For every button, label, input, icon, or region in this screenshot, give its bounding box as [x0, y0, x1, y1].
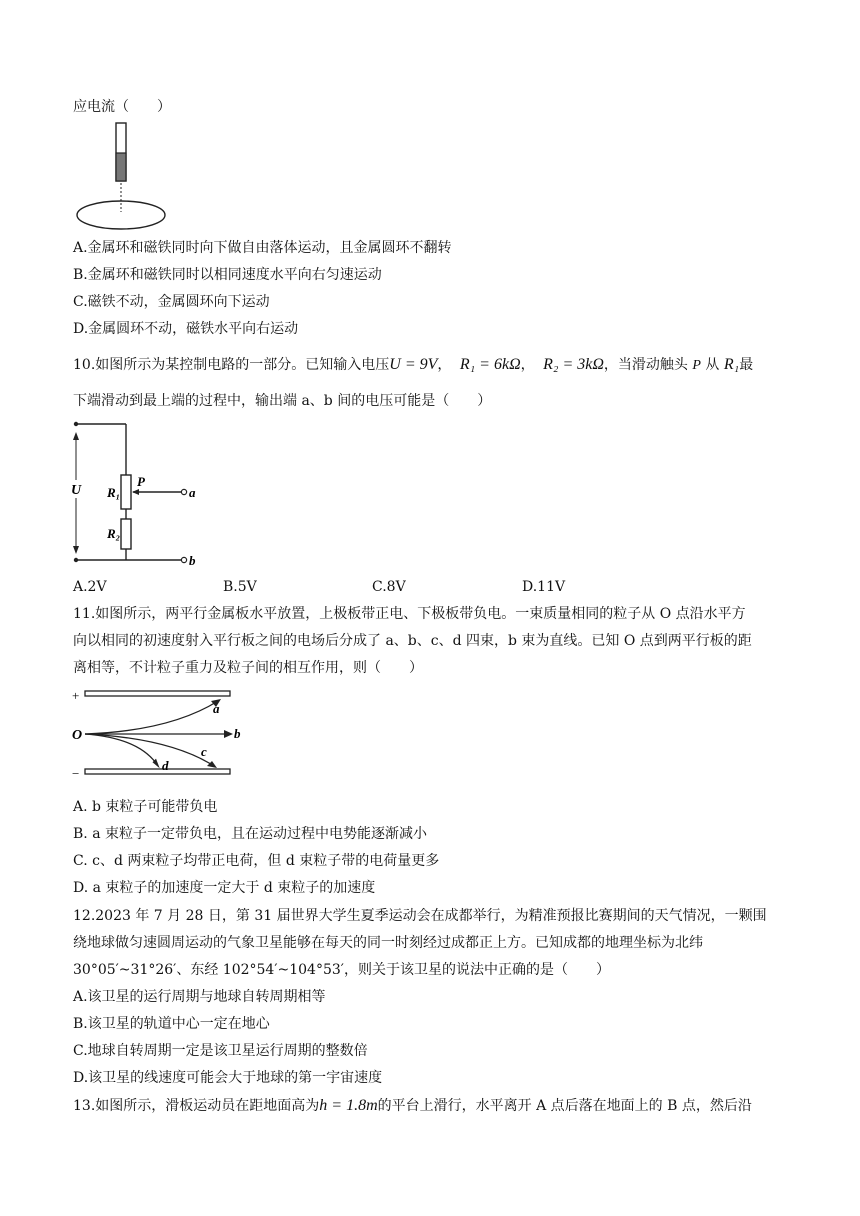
label-r1: R₁	[107, 485, 121, 500]
q12-option-d: D.该卫星的线速度可能会大于地球的第一宇宙速度	[73, 1070, 383, 1086]
q10-stem-part2: ，当滑动触头	[603, 357, 688, 373]
label-beam-d: d	[162, 758, 169, 773]
magnet-ring-figure	[73, 120, 173, 232]
q10-option-b: B.5V	[223, 579, 257, 595]
q9-option-c: C.磁铁不动，金属圆环向下运动	[73, 294, 270, 310]
metal-ring	[77, 201, 165, 229]
q11-stem-line1: 11.如图所示，两平行金属板水平放置，上极板带正电、下极板带负电。一束质量相同的粒子从 O 点沿水平方	[73, 606, 746, 622]
q10-option-d: D.11V	[522, 579, 566, 595]
q12-stem-line2: 绕地球做匀速圆周运动的气象卫星能够在每天的同一时刻经过成都正上方。已知成都的地理坐标为北纬	[73, 935, 703, 951]
label-beam-b: b	[234, 726, 241, 741]
label-r2: R₂	[107, 526, 121, 541]
q9-tail: 应电流（ ）	[73, 99, 171, 115]
q11-stem-line2: 向以相同的初速度射入平行板之间的电场后分成了 a、b、c、d 四束，b 束为直线。已知 O 点到两平行板的距	[73, 633, 752, 649]
q10-stem-part3: 从	[705, 357, 720, 373]
label-u: U	[71, 483, 82, 498]
beam-d	[85, 734, 158, 766]
slider-p-arrow	[132, 489, 139, 495]
q13-height-eq: h = 1.8m	[319, 1097, 378, 1114]
q9-option-d: D.金属圆环不动，磁铁水平向右运动	[73, 321, 299, 337]
q13-stem-part1: 13.如图所示，滑板运动员在距地面高为	[73, 1098, 320, 1114]
label-b: b	[189, 553, 196, 568]
q11-option-d: D. a 束粒子的加速度一定大于 d 束粒子的加速度	[73, 880, 376, 896]
q12-stem-line1: 12.2023 年 7 月 28 日，第 31 届世界大学生夏季运动会在成都举行，为精准预报比赛期间的天气情况，一颗围	[73, 908, 767, 924]
circuit-figure	[66, 418, 206, 570]
beam-a	[85, 701, 218, 734]
label-p: P	[137, 474, 145, 489]
q10-stem-line2: 下端滑动到最上端的过程中，输出端 a、b 间的电压可能是（ ）	[73, 393, 492, 409]
beam-c	[85, 734, 214, 766]
q13-stem-line1	[73, 1096, 752, 1116]
q10-option-c: C.8V	[372, 579, 406, 595]
resistor-r2	[121, 519, 131, 549]
label-a: a	[189, 485, 196, 500]
q12-option-c: C.地球自转周期一定是该卫星运行周期的整数倍	[73, 1043, 368, 1059]
label-plus: +	[72, 688, 80, 703]
q10-p-symbol: P	[692, 358, 701, 373]
q10-r1-symbol: R₁	[723, 356, 740, 373]
magnet-south-pole	[116, 153, 126, 181]
q9-option-b: B.金属环和磁铁同时以相同速度水平向右匀速运动	[73, 267, 382, 283]
upper-plate	[85, 691, 230, 696]
q12-option-b: B.该卫星的轨道中心一定在地心	[73, 1016, 270, 1032]
particle-deflection-figure	[70, 686, 250, 780]
label-o: O	[72, 728, 83, 743]
label-beam-a: a	[213, 701, 220, 716]
q12-stem-line3: 30°05′~31°26′、东经 102°54′~104°53′，则关于该卫星的说法中正确的是（ ）	[73, 962, 610, 978]
q10-r1-eq: R₁ = 6kΩ	[459, 356, 521, 373]
q10-r2-eq: R₂ = 3kΩ	[543, 356, 604, 373]
q10-stem-part1: 10.如图所示为某控制电路的一部分。已知输入电压	[73, 357, 390, 373]
resistor-r1	[121, 475, 131, 509]
label-beam-c: c	[201, 744, 207, 759]
q10-stem-part4: 最	[739, 357, 754, 373]
q10-stem-line1: 10.如图所示为某控制电路的一部分。已知输入电压U = 9V， R₁ = 6kΩ， R₂ = 3kΩ，当滑动触头 P 从 R₁最	[73, 356, 754, 373]
q13-stem-part2: 的平台上滑行，水平离开 A 点后落在地面上的 B 点，然后沿	[377, 1098, 752, 1114]
q10-option-a: A.2V	[73, 579, 107, 595]
q9-option-a: A.金属环和磁铁同时向下做自由落体运动，且金属圆环不翻转	[73, 240, 452, 256]
q11-option-c: C. c、d 两束粒子均带正电荷，但 d 束粒子带的电荷量更多	[73, 853, 440, 869]
lower-plate	[85, 769, 230, 774]
q12-option-a: A.该卫星的运行周期与地球自转周期相等	[73, 989, 326, 1005]
q11-option-a: A. b 束粒子可能带负电	[73, 799, 218, 815]
q11-option-b: B. a 束粒子一定带负电，且在运动过程中电势能逐渐减小	[73, 826, 427, 842]
q11-stem-line3: 离相等，不计粒子重力及粒子间的相互作用，则（ ）	[73, 660, 423, 676]
q10-voltage-eq: U = 9V	[389, 356, 438, 373]
label-minus: −	[72, 766, 80, 780]
